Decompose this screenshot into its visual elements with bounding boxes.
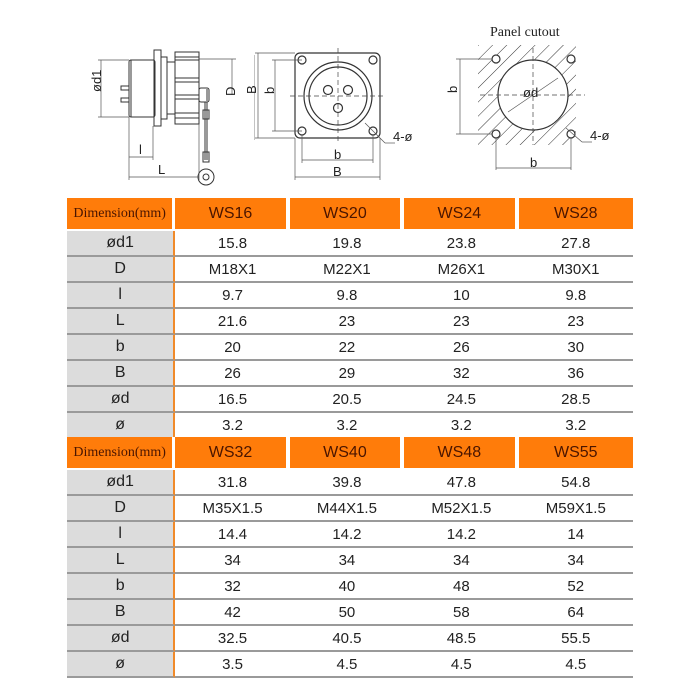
cell: 4.5 [519, 652, 633, 678]
row-label: b [67, 574, 175, 600]
row-label: ø [67, 652, 175, 678]
cell: 39.8 [290, 470, 404, 496]
cell: 50 [290, 600, 404, 626]
front-holes-label: 4-ø [393, 129, 413, 144]
cell: 14.4 [175, 522, 289, 548]
cell: 20 [175, 335, 289, 361]
row-label: ød [67, 626, 175, 652]
table-row [67, 231, 633, 257]
side-l-label: l [139, 142, 142, 157]
cutout-b-vertical-label: b [445, 85, 460, 93]
front-B-horizontal-label: B [333, 164, 342, 179]
table-row [67, 652, 633, 678]
cell: 32.5 [175, 626, 289, 652]
dimension-header: Dimension(mm) [67, 437, 175, 470]
cell: 15.8 [175, 231, 289, 257]
cell: 36 [519, 361, 633, 387]
table-row [67, 361, 633, 387]
cell: 28.5 [519, 387, 633, 413]
cell: 32 [404, 361, 518, 387]
table-row [67, 496, 633, 522]
cell: 27.8 [519, 231, 633, 257]
table-row [67, 257, 633, 283]
front-b-vertical-label: b [262, 86, 277, 94]
cell: 40 [290, 574, 404, 600]
cell: M18X1 [175, 257, 289, 283]
cell: 3.2 [404, 413, 518, 439]
row-label: l [67, 283, 175, 309]
cell: M26X1 [404, 257, 518, 283]
panel-cutout-title: Panel cutout [490, 25, 560, 40]
cell: 58 [404, 600, 518, 626]
table-row [67, 574, 633, 600]
table-header-row [67, 437, 633, 470]
table-row [67, 387, 633, 413]
cell: 14 [519, 522, 633, 548]
cell: 23 [404, 309, 518, 335]
table-row [67, 283, 633, 309]
cell: 3.5 [175, 652, 289, 678]
cell: 19.8 [290, 231, 404, 257]
cell: 3.2 [290, 413, 404, 439]
table-row [67, 548, 633, 574]
cell: M35X1.5 [175, 496, 289, 522]
cell: 48.5 [404, 626, 518, 652]
cell: M59X1.5 [519, 496, 633, 522]
side-d1-label: ød1 [89, 69, 104, 92]
cell: 55.5 [519, 626, 633, 652]
cell: 24.5 [404, 387, 518, 413]
cutout-d-label: ød [523, 85, 539, 100]
row-label: D [67, 257, 175, 283]
row-label: b [67, 335, 175, 361]
cell: 22 [290, 335, 404, 361]
table-row [67, 626, 633, 652]
cell: 64 [519, 600, 633, 626]
technical-drawings [0, 0, 700, 195]
model-header-ws28: WS28 [519, 198, 633, 231]
cell: 48 [404, 574, 518, 600]
model-header-ws24: WS24 [404, 198, 518, 231]
cell: 3.2 [175, 413, 289, 439]
row-label: B [67, 600, 175, 626]
cell: M30X1 [519, 257, 633, 283]
cell: 23 [519, 309, 633, 335]
table-row [67, 309, 633, 335]
cell: 9.8 [290, 283, 404, 309]
model-header-ws48: WS48 [404, 437, 518, 470]
cell: 34 [404, 548, 518, 574]
cell: 31.8 [175, 470, 289, 496]
model-header-ws16: WS16 [175, 198, 289, 231]
cell: M44X1.5 [290, 496, 404, 522]
table-row [67, 470, 633, 496]
row-label: ø [67, 413, 175, 439]
table-row [67, 600, 633, 626]
model-header-ws40: WS40 [290, 437, 404, 470]
cell: 47.8 [404, 470, 518, 496]
dimension-header: Dimension(mm) [67, 198, 175, 231]
dimension-table-ws32-ws55 [67, 437, 633, 678]
side-view-drawing [75, 25, 255, 205]
cell: 26 [404, 335, 518, 361]
cell: 23.8 [404, 231, 518, 257]
front-b-horizontal-label: b [334, 147, 342, 162]
cell: 20.5 [290, 387, 404, 413]
row-label: ød [67, 387, 175, 413]
cell: 52 [519, 574, 633, 600]
cell: 10 [404, 283, 518, 309]
cell: 34 [290, 548, 404, 574]
cell: 54.8 [519, 470, 633, 496]
model-header-ws20: WS20 [290, 198, 404, 231]
dimension-table-ws16-ws28 [67, 198, 633, 439]
row-label: L [67, 548, 175, 574]
table-row [67, 522, 633, 548]
front-view-drawing [240, 15, 440, 195]
side-L-label: L [158, 162, 166, 177]
cell: 9.7 [175, 283, 289, 309]
cell: 30 [519, 335, 633, 361]
cell: 29 [290, 361, 404, 387]
row-label: l [67, 522, 175, 548]
cell: 26 [175, 361, 289, 387]
side-D-label: D [223, 86, 238, 96]
model-header-ws55: WS55 [519, 437, 633, 470]
row-label: ød1 [67, 231, 175, 257]
cell: 21.6 [175, 309, 289, 335]
row-label: B [67, 361, 175, 387]
cell: 42 [175, 600, 289, 626]
cell: 16.5 [175, 387, 289, 413]
cell: 14.2 [404, 522, 518, 548]
table-row [67, 335, 633, 361]
cell: 4.5 [404, 652, 518, 678]
table-row [67, 413, 633, 439]
cell: 9.8 [519, 283, 633, 309]
cutout-b-horizontal-label: b [530, 155, 538, 170]
cell: 34 [519, 548, 633, 574]
table-header-row [67, 198, 633, 231]
cell: 34 [175, 548, 289, 574]
cell: 40.5 [290, 626, 404, 652]
cell: 23 [290, 309, 404, 335]
cell: 14.2 [290, 522, 404, 548]
row-label: ød1 [67, 470, 175, 496]
row-label: L [67, 309, 175, 335]
front-B-vertical-label: B [244, 85, 259, 94]
cell: 3.2 [519, 413, 633, 439]
cell: M22X1 [290, 257, 404, 283]
cell: M52X1.5 [404, 496, 518, 522]
cutout-holes-label: 4-ø [590, 128, 610, 143]
panel-cutout-drawing [430, 15, 630, 195]
cell: 4.5 [290, 652, 404, 678]
row-label: D [67, 496, 175, 522]
model-header-ws32: WS32 [175, 437, 289, 470]
cell: 32 [175, 574, 289, 600]
